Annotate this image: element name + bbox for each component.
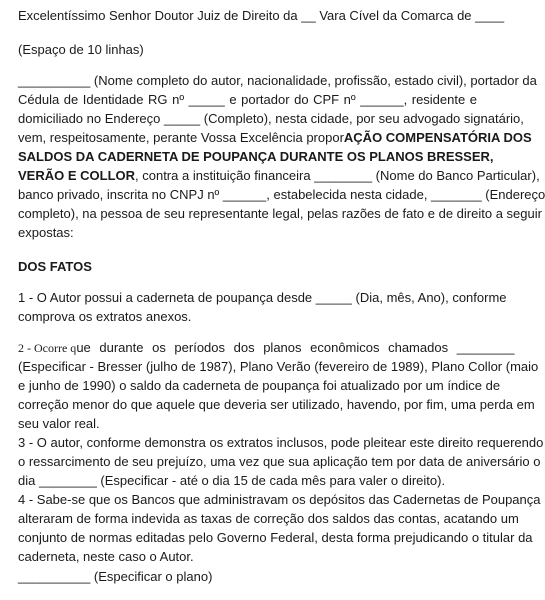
item2-line-1	[18, 340, 515, 356]
intro-line-4	[18, 130, 532, 145]
item3-line-3: dia ________ (Especificar - até o dia 15 de cada mês para valer o direito).	[18, 473, 446, 488]
item2-line-5: seu valor real.	[18, 416, 100, 431]
item3-line-1: 3 - O autor, conforme demonstra os extratos inclusos, pode pleitear este direito requerendo	[18, 435, 544, 450]
intro-line-8: completo), na pessoa de seu representante legal, pelas razões de fato e de direito a seguir	[18, 206, 542, 221]
item2-line-3: e junho de 1990) o saldo da caderneta de poupança foi atualizado por um índice de	[18, 378, 501, 393]
item2-line-4: correção menor do que aquele que deveria ser utilizado, havendo, por fim, uma perda em	[18, 397, 535, 412]
intro-line-6-text: , contra a instituição financeira ________ (Nome do Banco Particular),	[135, 168, 540, 183]
intro-line-1: __________ (Nome completo do autor, nacionalidade, profissão, estado civil), portador da	[18, 73, 537, 88]
item1-line-2: comprova os extratos anexos.	[18, 309, 192, 324]
intro-line-4-text: vem, respeitosamente, perante Vossa Excelência propor	[18, 130, 344, 145]
action-title-part-1: AÇÃO COMPENSATÓRIA DOS	[343, 130, 532, 145]
item1-line-1: 1 - O Autor possui a caderneta de poupança desde _____ (Dia, mês, Ano), conforme	[18, 290, 507, 305]
intro-line-3: domiciliado no Endereço _____ (Completo), nesta cidade, por seu advogado signatário,	[18, 111, 524, 126]
section-title: DOS FATOS	[18, 259, 92, 274]
item2-prefix: 2 - Ocorre q	[18, 341, 77, 355]
action-title-part-3: VERÃO E COLLOR	[18, 168, 136, 183]
intro-line-7: banco privado, inscrita no CNPJ nº ______, estabelecida nesta cidade, _______ (Endereço	[18, 187, 545, 202]
item4-line-1: 4 - Sabe-se que os Bancos que administravam os depósitos das Cadernetas de Poupança	[18, 492, 541, 507]
item2-line-1-text: ue durante os períodos dos planos econômicos chamados ________	[76, 340, 515, 355]
intro-line-6	[18, 168, 540, 183]
court-header: Excelentíssimo Senhor Doutor Juiz de Direito da __ Vara Cível da Comarca de ____	[18, 8, 505, 23]
item4-line-4: caderneta, neste caso o Autor.	[18, 549, 194, 564]
item2-line-2: (Especificar - Bresser (julho de 1987), Plano Verão (fevereiro de 1989), Plano Collor (maio	[18, 359, 539, 374]
intro-line-9: expostas:	[18, 225, 74, 240]
item4-line-3: conjunto de normas editadas pelo Governo Federal, desta forma prejudicando o titular da	[18, 530, 533, 545]
item4-line-2: alteraram de forma indevida as taxas de correção dos saldos das contas, acatando um	[18, 511, 519, 526]
item3-line-2: o ressarcimento de seu prejuízo, uma vez que sua aplicação tem por data de aniversário o	[18, 454, 541, 469]
action-title-part-2: SALDOS DA CADERNETA DE POUPANÇA DURANTE OS PLANOS BRESSER,	[18, 149, 494, 164]
spacing-note: (Espaço de 10 linhas)	[18, 42, 144, 57]
item4-line-5: __________ (Especificar o plano)	[18, 569, 213, 584]
intro-line-2: Cédula de Identidade RG nº _____ e portador do CPF nº ______, residente e	[18, 92, 477, 107]
